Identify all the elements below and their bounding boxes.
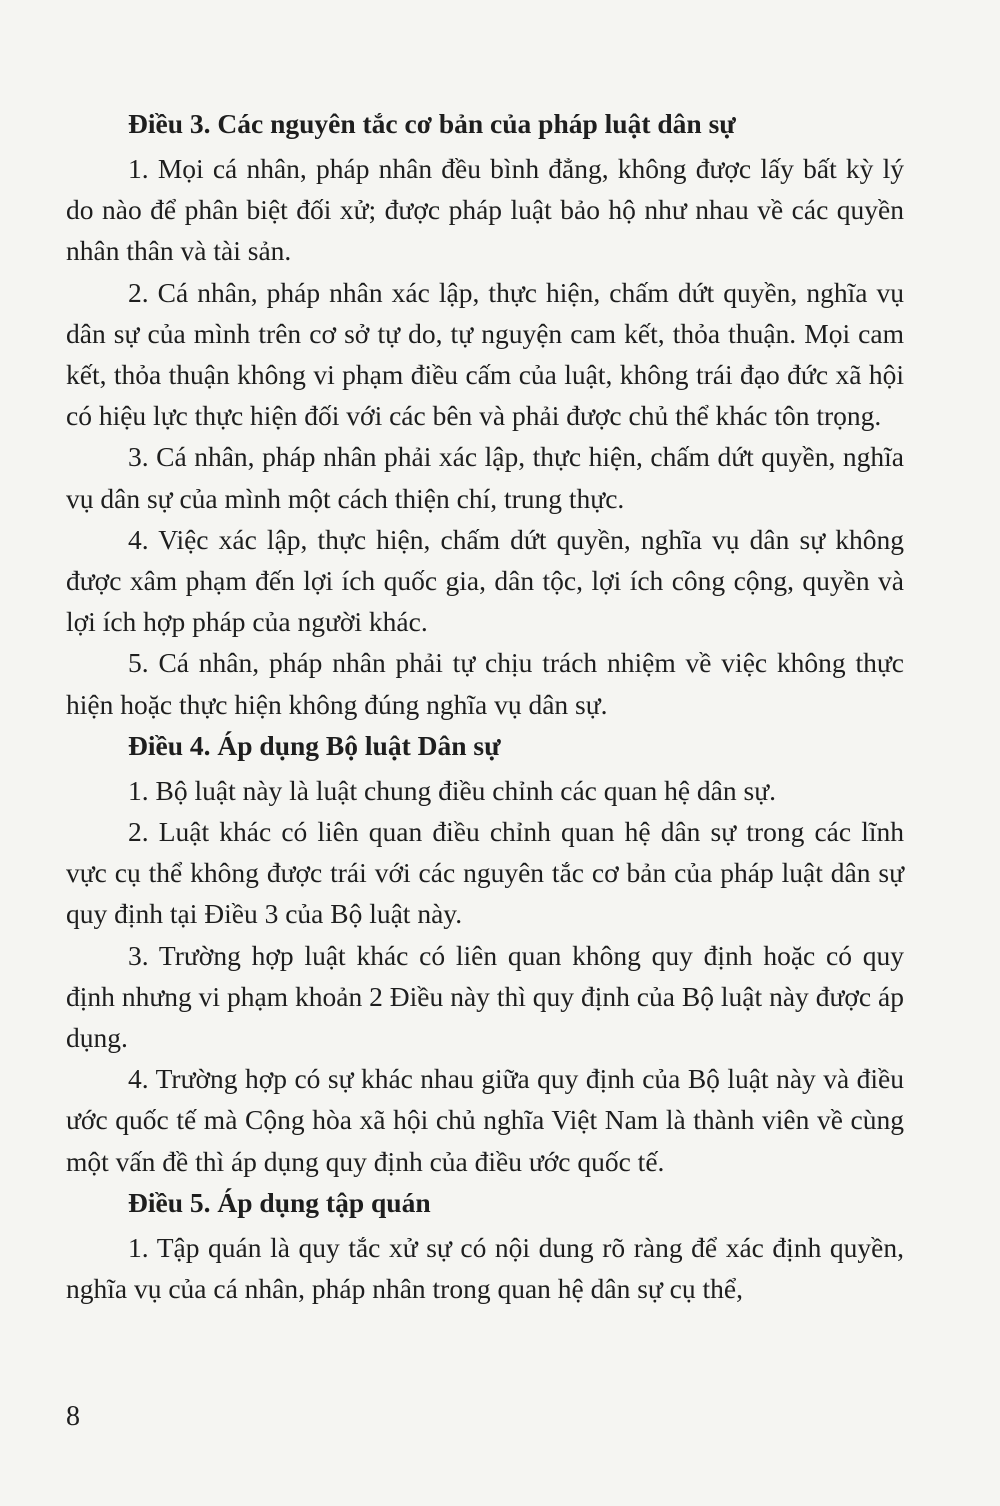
article-3 [66, 103, 904, 725]
article-3-clause-5: 5. Cá nhân, pháp nhân phải tự chịu trách nhiệm về việc không thực hiện hoặc thực hiện không đúng nghĩa vụ dân sự. [66, 647, 904, 720]
page-body [66, 103, 904, 1309]
article-3-heading: Điều 3. Các nguyên tắc cơ bản của pháp luật dân sự [128, 108, 736, 139]
article-5 [66, 1182, 904, 1309]
article-5-heading: Điều 5. Áp dụng tập quán [128, 1186, 431, 1218]
article-5-clause-1: 1. Tập quán là quy tắc xử sự có nội dung rõ ràng để xác định quyền, nghĩa vụ của cá nhân, pháp nhân trong quan hệ dân sự cụ thể, [66, 1231, 904, 1305]
article-4-clause-2: 2. Luật khác có liên quan điều chỉnh quan hệ dân sự trong các lĩnh vực cụ thể không được trái với các nguyên tắc cơ bản của pháp luật dân sự quy định tại Điều 3 của Bộ luật này. [66, 816, 904, 930]
article-3-clause-4: 4. Việc xác lập, thực hiện, chấm dứt quyền, nghĩa vụ dân sự không được xâm phạm đến lợi ích quốc gia, dân tộc, lợi ích công cộng, quyền và lợi ích hợp pháp của người khác. [66, 523, 904, 638]
article-4-clause-4: 4. Trường hợp có sự khác nhau giữa quy định của Bộ luật này và điều ước quốc tế mà Cộng hòa xã hội chủ nghĩa Việt Nam là thành viên về cùng một vấn đề thì áp dụng quy định của điều ước quốc tế. [66, 1063, 904, 1177]
article-3-clause-1: 1. Mọi cá nhân, pháp nhân đều bình đẳng, không được lấy bất kỳ lý do nào để phân biệt đối xử; được pháp luật bảo hộ như nhau về các quyền nhân thân và tài sản. [66, 153, 904, 267]
article-4-clause-1: 1. Bộ luật này là luật chung điều chỉnh các quan hệ dân sự. [128, 774, 776, 806]
article-4-clause-3: 3. Trường hợp luật khác có liên quan không quy định hoặc có quy định nhưng vi phạm khoản 2 Điều này thì quy định của Bộ luật này được áp dụng. [66, 939, 904, 1054]
article-3-clause-3: 3. Cá nhân, pháp nhân phải xác lập, thực hiện, chấm dứt quyền, nghĩa vụ dân sự của mình một cách thiện chí, trung thực. [66, 441, 904, 514]
page-number: 8 [66, 1401, 80, 1432]
article-4-heading: Điều 4. Áp dụng Bộ luật Dân sự [128, 729, 501, 761]
article-3-clause-2: 2. Cá nhân, pháp nhân xác lập, thực hiện, chấm dứt quyền, nghĩa vụ dân sự của mình trên cơ sở tự do, tự nguyện cam kết, thỏa thuận. Mọi cam kết, thỏa thuận không vi phạm điều cấm của luật, không trái đạo đức xã hội có hiệu lực thực hiện đối với các bên và phải được chủ thể khác tôn trọng. [66, 276, 904, 432]
article-4 [66, 725, 904, 1182]
